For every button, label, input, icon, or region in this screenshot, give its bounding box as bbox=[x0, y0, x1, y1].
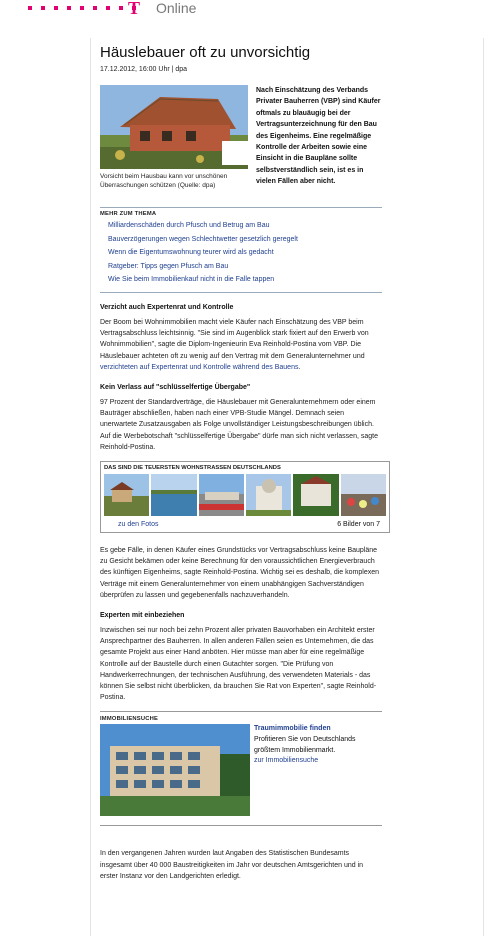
site-header bbox=[0, 0, 488, 22]
telekom-logo[interactable]: T bbox=[128, 0, 141, 18]
article-title: Häuslebauer oft zu unvorsichtig bbox=[100, 44, 311, 61]
gallery-thumbnail[interactable] bbox=[199, 474, 244, 516]
related-link[interactable]: Milliardenschäden durch Pfusch und Betrug am Bau bbox=[108, 222, 270, 229]
gallery-thumbnail[interactable] bbox=[151, 474, 196, 516]
gallery-link[interactable]: zu den Fotos bbox=[118, 521, 159, 528]
paragraph: Inzwischen sei nur noch bei zehn Prozent aller privaten Bauvorhaben ein Architekt erster Ansprechpartner des Bauherren. In allen anderen Fällen seien es Unternehmen, die das gesamte Projekt aus einer Hand anböten. Hier müsse man aber für eine regelmäßige Kontrolle auf der Baustelle durch einen Gutachter sorgen. "Die Prüfung von Handwerkerrechnungen, der technischen Ausführung, des verwendeten Materials - das können Sie selbst nicht überblicken, da brauchen Sie Rat von Experten", sagte Reinhold-Postina. bbox=[100, 627, 377, 702]
gallery-thumbnail[interactable] bbox=[246, 474, 291, 516]
related-link[interactable]: Wie Sie beim Immobilienkauf nicht in die Falle tappen bbox=[108, 276, 275, 284]
related-link[interactable]: Wenn die Eigentumswohnung teurer wird als gedacht bbox=[108, 249, 274, 257]
immo-title[interactable]: Traumimmobilie finden bbox=[254, 725, 331, 733]
gallery-thumbnail[interactable] bbox=[341, 474, 386, 516]
immo-link[interactable]: zur Immobiliensuche bbox=[254, 757, 319, 765]
immo-text-block bbox=[254, 724, 382, 766]
paragraph: In den vergangenen Jahren wurden laut Angaben des Statistischen Bundesamts insgesamt über 40 000 Baustreitigkeiten im Jahr vor deutschen Amtsgerichten und in erster Instanz vor den Landgerichten erledigt. bbox=[100, 850, 364, 880]
paragraph-text: Der Boom bei Wohnimmobilien macht viele Käufer nach Einschätzung des VBP beim Vertragsabschluss leichtsinnig. "Sie sind im Augenblick stark fixiert auf den Erwerb von Wohnimmobilien", sagte die Diplom-Ingenieurin Eva Reinhold-Postina vom VBP. Die Häuslebauer achteten oft zu wenig auf den Vertrag mit dem Generalunternehmer und bbox=[100, 318, 369, 360]
related-label: MEHR ZUM THEMA bbox=[100, 211, 157, 217]
related-articles bbox=[100, 207, 382, 293]
paragraph bbox=[100, 317, 382, 373]
paragraph-text: . bbox=[298, 363, 301, 371]
inline-link[interactable]: verzichteten auf Expertenrat und Kontrolle während des Bauens bbox=[100, 363, 299, 371]
image-caption: Vorsicht beim Hausbau kann vor unschönen Überraschungen schützen (Quelle: dpa) bbox=[100, 173, 228, 189]
related-link[interactable]: Ratgeber: Tipps gegen Pfusch am Bau bbox=[108, 262, 229, 270]
gallery-thumbnail[interactable] bbox=[104, 474, 149, 516]
section-heading: Experten mit einbeziehen bbox=[100, 612, 185, 620]
brand-dots bbox=[28, 6, 136, 10]
article bbox=[100, 44, 382, 886]
immo-label: IMMOBILIENSUCHE bbox=[100, 716, 159, 723]
photo-gallery bbox=[100, 461, 390, 533]
site-name[interactable]: Online bbox=[156, 0, 197, 16]
gallery-title: DAS SIND DIE TEUERSTEN WOHNSTRASSEN DEUTSCHLANDS bbox=[104, 465, 281, 471]
apartment-building-image[interactable] bbox=[100, 724, 250, 816]
immo-description: Profitieren Sie von Deutschlands größtem Immobilienmarkt. bbox=[254, 736, 356, 754]
paragraph: Es gebe Fälle, in denen Käufer eines Grundstücks vor Vertragsabschluss keine Baupläne zu Gesicht bekämen oder keine Berechnung für den voraussichtlichen Energieverbrauch des künftigen Eigenheims, sagte Reinhold-Postina. Wichtig sei es deshalb, die komplexen Verträge mit einem Generalunternehmer von einem unabhängigen Sachverständigen überprüfen zu lassen und gegebenenfalls nachzuverhandeln. bbox=[100, 547, 379, 599]
section-heading: Kein Verlass auf "schlüsselfertige Übergabe" bbox=[100, 383, 251, 391]
house-construction-image[interactable] bbox=[100, 85, 248, 169]
gallery-thumbnails bbox=[104, 474, 386, 516]
article-dateline: 17.12.2012, 16:00 Uhr | dpa bbox=[100, 66, 188, 73]
paragraph: 97 Prozent der Standardverträge, die Häuslebauer mit Generalunternehmern oder einem Bauträger abschließen, haben nach einer VPB-Studie Mängel. Demnach seien unerwartete Zusatzausgaben als Folge unvollständiger Leistungsbeschreibungen üblich. Auf die Werbebotschaft "schlüsselfertige Übergabe" dürfe man sich nicht verlassen, sagte Reinhold-Postina. bbox=[100, 398, 378, 451]
lead-block bbox=[100, 85, 382, 205]
related-link[interactable]: Bauverzögerungen wegen Schlechtwetter gesetzlich geregelt bbox=[108, 235, 298, 243]
real-estate-teaser bbox=[100, 711, 382, 826]
gallery-footer bbox=[104, 520, 386, 529]
section-heading: Verzicht auch Expertenrat und Kontrolle bbox=[100, 303, 234, 311]
gallery-count: 6 Bilder von 7 bbox=[337, 521, 380, 528]
related-list bbox=[100, 219, 382, 293]
gallery-thumbnail[interactable] bbox=[293, 474, 338, 516]
article-lead: Nach Einschätzung des Verbands Privater Bauherren (VBP) sind Käufer oftmals zu blauäugig bei der Vertragsunterzeichnung für den Bau des Eigenheims. Eine regelmäßige Kontrolle der Arbeiten sowie eine Einsicht in die Baupläne sollte selbstverständlich sein, ist es in vielen Fällen aber nicht. bbox=[256, 87, 381, 186]
